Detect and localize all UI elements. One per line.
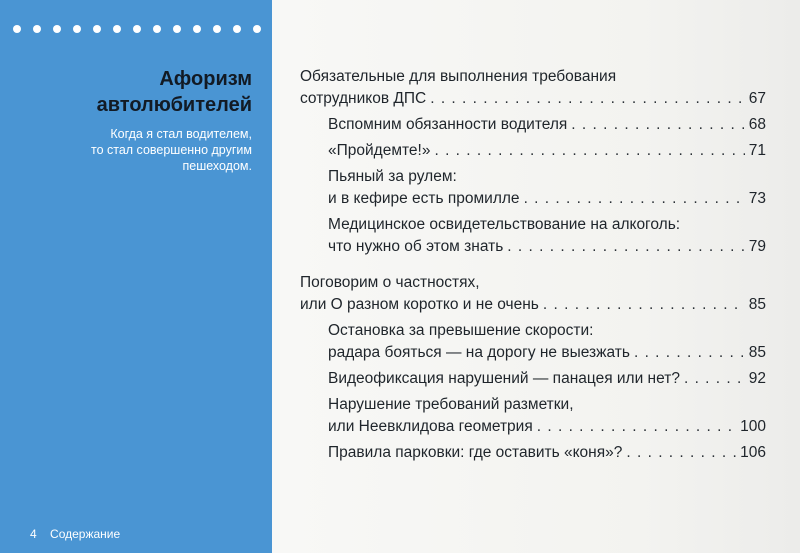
toc-page-number: 79 — [748, 238, 766, 255]
toc-entry-text: Пьяный за рулем: — [328, 168, 457, 185]
toc-entry-text: и в кефире есть промилле — [328, 190, 520, 207]
toc-entry — [300, 66, 766, 110]
dot-leader — [626, 442, 736, 464]
toc-entry — [300, 166, 766, 210]
toc-page-number: 100 — [740, 418, 766, 435]
toc-entry-text: сотрудников ДПС — [300, 90, 427, 107]
toc-entry-text: что нужно об этом знать — [328, 238, 504, 255]
table-of-contents — [300, 66, 766, 468]
aphorism-title-line: автолюбителей — [96, 94, 252, 116]
dot — [193, 25, 201, 33]
toc-entry — [300, 272, 766, 316]
toc-entry-text: или Неевклидова геометрия — [328, 418, 533, 435]
dot-leader — [524, 188, 745, 210]
dot-leader — [634, 342, 745, 364]
toc-entry-text: Медицинское освидетельствование на алкоголь: — [328, 216, 681, 233]
dot — [93, 25, 101, 33]
dot-leader — [537, 416, 736, 438]
dot — [133, 25, 141, 33]
toc-entry-text: Обязательные для выполнения требования — [300, 68, 617, 85]
toc-entry-text: или О разном коротко и не очень — [300, 296, 539, 313]
aphorism-quote-line: пешеходом. — [182, 159, 252, 173]
toc-entry — [300, 394, 766, 438]
toc-entry — [300, 368, 766, 390]
dot — [173, 25, 181, 33]
aphorism-title — [12, 66, 252, 118]
toc-entry — [300, 442, 766, 464]
toc-entry — [300, 114, 766, 136]
aphorism-quote-line: то стал совершенно другим — [90, 143, 252, 157]
toc-page-number: 92 — [748, 370, 766, 387]
dot — [233, 25, 241, 33]
toc-entry — [300, 214, 766, 258]
sidebar-panel — [0, 0, 272, 553]
footer-section-title: Содержание — [50, 527, 121, 541]
toc-entry-text: «Пройдемте!» — [328, 142, 431, 159]
toc-entry — [300, 320, 766, 364]
page-number: 4 — [30, 527, 37, 541]
toc-entry-text: Вспомним обязанности водителя — [328, 116, 568, 133]
dot-leader — [434, 140, 744, 162]
dot-leader — [684, 368, 745, 390]
dot-leader — [430, 88, 745, 110]
toc-page-number: 67 — [748, 90, 766, 107]
page-footer — [30, 527, 120, 541]
toc-page-number: 68 — [748, 116, 766, 133]
toc-page-number: 73 — [748, 190, 766, 207]
dot — [73, 25, 81, 33]
dot — [253, 25, 261, 33]
toc-entry — [300, 140, 766, 162]
dot-leader — [507, 236, 744, 258]
aphorism-quote — [12, 126, 252, 174]
dot — [113, 25, 121, 33]
dot — [33, 25, 41, 33]
toc-page-number: 85 — [748, 344, 766, 361]
toc-page-number: 106 — [740, 444, 766, 461]
toc-entry-text: радара бояться — на дорогу не выезжать — [328, 344, 630, 361]
dot-leader — [543, 294, 745, 316]
aphorism-title-line: Афоризм — [159, 68, 252, 90]
toc-page-number: 85 — [748, 296, 766, 313]
toc-entry-text: Нарушение требований разметки, — [328, 396, 574, 413]
dot — [53, 25, 61, 33]
dot — [13, 25, 21, 33]
toc-entry-text: Остановка за превышение скорости: — [328, 322, 594, 339]
toc-entry-text: Видеофиксация нарушений — панацея или нет? — [328, 370, 680, 387]
toc-entry-text: Правила парковки: где оставить «коня»? — [328, 444, 623, 461]
dot-leader — [571, 114, 744, 136]
aphorism-quote-line: Когда я стал водителем, — [110, 127, 252, 141]
toc-page-number: 71 — [748, 142, 766, 159]
dot — [213, 25, 221, 33]
dot — [153, 25, 161, 33]
aphorism-box — [12, 66, 252, 174]
decorative-dots — [13, 25, 261, 33]
toc-entry-text: Поговорим о частностях, — [300, 274, 480, 291]
